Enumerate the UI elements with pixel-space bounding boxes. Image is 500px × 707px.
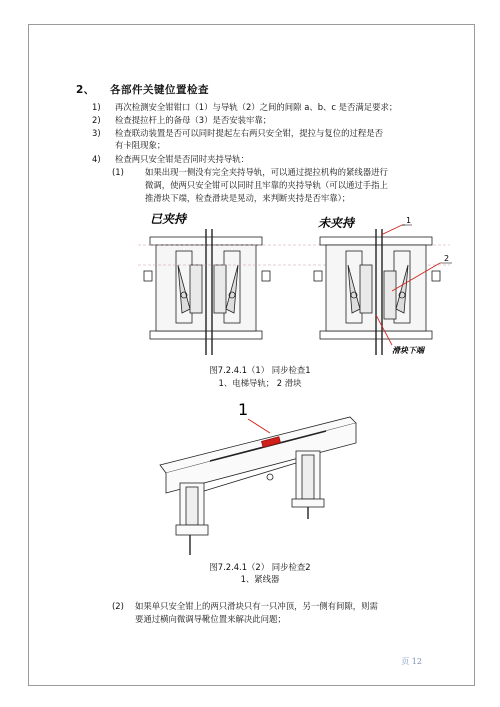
figure2-legend: 1、紧线器 bbox=[240, 574, 280, 584]
list-item: 4) bbox=[92, 154, 101, 164]
list-item-text: 检查两只安全钳是否同时夹持导轨： bbox=[115, 154, 249, 164]
safety-gear-right bbox=[314, 229, 440, 355]
callout-slider-bottom: 滑块下端 bbox=[392, 346, 424, 355]
list-item: 3) bbox=[92, 128, 101, 138]
sub-item-number: (1) bbox=[112, 167, 124, 177]
sub-item-text: 如果出现一侧没有完全夹持导轨，可以通过提拉机构的紧线器进行 bbox=[145, 167, 388, 177]
sub-item-number: (2) bbox=[112, 601, 124, 611]
safety-gear-left bbox=[144, 229, 270, 355]
list-item-text: 检查联动装置是否可以同时提起左右两只安全钳，提拉与复位的过程是否 bbox=[115, 128, 383, 138]
list-item-text: 有卡阻现象； bbox=[115, 140, 166, 150]
sub-item-text: 要通过横向微调导靴位置来解决此问题； bbox=[135, 614, 286, 624]
section-number: 2、 bbox=[76, 84, 95, 96]
figure1-legend: 1、电梯导轨； 2 滑块 bbox=[218, 378, 302, 388]
section-title: 各部件关键位置检查 bbox=[110, 84, 209, 96]
figure-sync-check-1 bbox=[130, 205, 460, 365]
label-clamped: 已夹持 bbox=[150, 212, 187, 226]
figure-sync-check-2 bbox=[150, 395, 370, 560]
callout-2: 2 bbox=[444, 254, 450, 263]
figure1-caption: 图7.2.4.1（1） 同步检查1 bbox=[209, 365, 311, 375]
sub-item-text: 微调，使两只安全钳可以同时且牢靠的夹持导轨（可以通过手指上 bbox=[145, 180, 388, 190]
sub-item-text: 推滑块下端，检查滑块是晃动，来判断夹持是否牢靠）； bbox=[145, 193, 351, 203]
figure2-caption: 图7.2.4.1（2） 同步检查2 bbox=[209, 562, 311, 572]
list-item: 1) bbox=[92, 102, 101, 112]
callout-tensioner-number: 1 bbox=[238, 400, 249, 419]
sub-item-text: 如果单只安全钳上的两只滑块只有一只冲顶，另一侧有间隙，则需 bbox=[135, 601, 378, 611]
list-item-text: 检查提拉杆上的备母（3）是否安装牢靠； bbox=[115, 115, 272, 125]
linkage-assembly bbox=[160, 417, 356, 555]
label-not-clamped: 未夹持 bbox=[318, 216, 355, 230]
list-item-text: 再次检测安全钳钳口（1）与导轨（2）之间的间隙 a、b、c 是否满足要求； bbox=[115, 102, 398, 112]
list-item: 2) bbox=[92, 115, 101, 125]
page-number: 页 12 bbox=[401, 657, 422, 666]
section-heading bbox=[76, 82, 209, 97]
callout-1: 1 bbox=[406, 216, 412, 225]
